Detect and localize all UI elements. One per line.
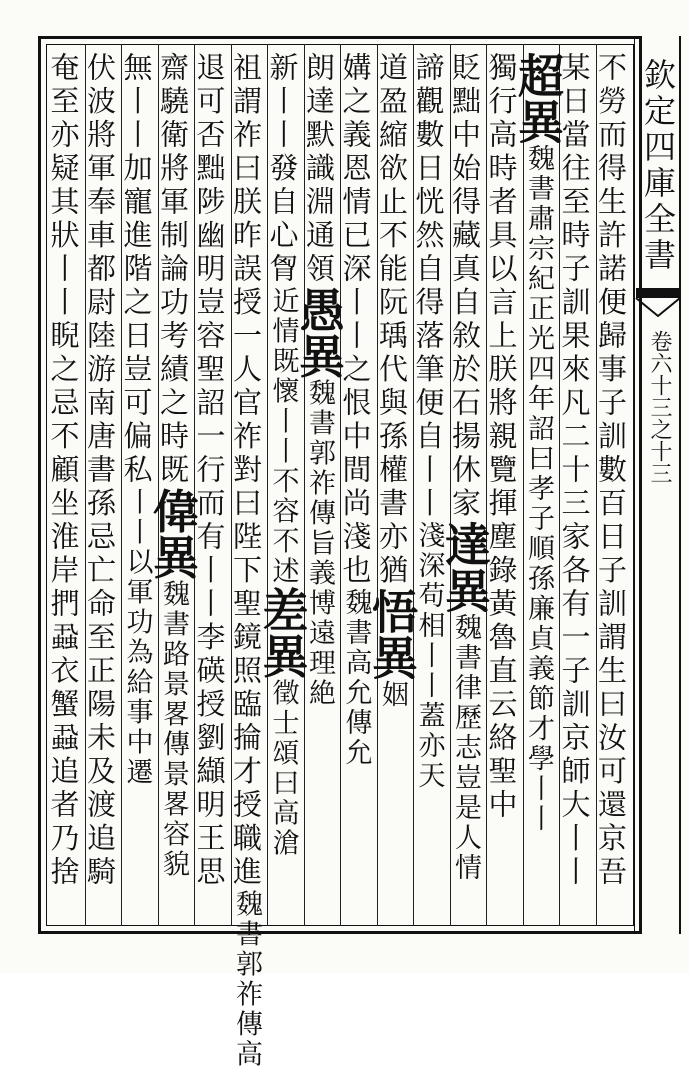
text-column-6: [411, 52, 449, 922]
column-text-tail: 姻: [377, 680, 408, 710]
text-column-8: [338, 52, 376, 922]
column-text: 齋驍衛將軍制論功考績之時既: [156, 52, 190, 488]
column-text: 獨行高時者具以言上朕將親覽揮塵錄黃魯直云絡聖中: [484, 52, 519, 823]
heading-character: 異: [146, 533, 200, 580]
heading-character: 超: [511, 52, 565, 98]
column-text: 奄至亦疑其狀丨丨睨之忌不顧坐淮岸捫蝨衣蟹蝨追者乃捨: [46, 52, 81, 890]
text-column-15: [83, 52, 121, 922]
column-text-tail: 徵士頌曰高滄: [267, 678, 299, 859]
column-text: 無丨丨加寵進階之日豈可偏私: [119, 52, 154, 488]
text-column-5: [438, 52, 492, 922]
heading-character: 達: [438, 521, 492, 567]
column-text-tail: 魏書郭祚傳高: [231, 889, 262, 1070]
text-column-11: [229, 52, 267, 1070]
column-text-tail: 丨丨以軍功為給事中遷: [121, 487, 153, 788]
text-column-10: [255, 52, 310, 922]
column-text: 祖謂祚曰朕昨誤授一人官祚對曰陛下聖鏡照臨掄才授職進: [229, 52, 263, 890]
column-text: 媾之義恩情已深丨丨之恨中間尚淺也: [338, 52, 373, 588]
column-text-tail: 魏書高允傳允: [340, 588, 372, 768]
heading-character: 悟: [365, 588, 419, 634]
text-column-3: [511, 52, 565, 922]
text-column-7: [365, 52, 419, 922]
text-column-13: [146, 52, 200, 922]
heading-character: 異: [255, 632, 310, 679]
column-text: 朗達默識淵通領: [302, 52, 336, 287]
text-column-14: [119, 52, 157, 922]
column-text-tail: 近情既懷丨丨不容不述: [267, 286, 299, 587]
column-text-tail: 魏書郭祚傳旨義博遠理絶: [304, 378, 335, 709]
text-column-16: [46, 52, 84, 922]
column-text: 諦觀數日恍然自得落筆便自丨丨: [411, 52, 446, 521]
column-text: 新丨丨發自心胷: [265, 52, 300, 287]
heading-character: 差: [255, 586, 310, 633]
text-column-1: [594, 52, 632, 922]
column-text: 退可否黜陟幽明豈容聖詔一行而有丨丨李碤授劉纈明王思: [192, 52, 227, 890]
column-text: 不勞而得生許諾便歸事子訓數百日子訓謂生曰汝可還京吾: [594, 52, 628, 890]
column-text: 伏波將軍奉車都尉陸游南唐書孫忌亡命至正陽未及渡追騎: [83, 52, 117, 890]
margin-rule-left: [634, 36, 635, 934]
heading-character: 異: [438, 567, 492, 613]
column-text: 貶黜中始得藏真自敘於石揚休家: [448, 52, 482, 521]
column-text-tail: 魏書律歷志豈是人情: [450, 613, 481, 883]
column-text-tail: 魏書路景畧傳景畧容貌: [158, 579, 189, 880]
volume-label: 卷六十三之十三: [647, 330, 672, 484]
fishtail-mark-icon: [636, 288, 680, 318]
text-column-12: [192, 52, 230, 922]
column-text-tail: 淺深苟相丨丨蓋亦天: [413, 521, 445, 791]
heading-character: 異: [292, 332, 346, 379]
column-text: 某日當往至時子訓果來凡二十三家各有一子訓京師大丨丨: [557, 52, 592, 890]
text-column-9: [292, 52, 346, 922]
heading-character: 偉: [146, 487, 200, 534]
heading-character: 異: [511, 98, 565, 144]
column-text: 道盈縮欲止不能阮瑀代與孫權書亦猶: [375, 52, 409, 588]
text-column-4: [484, 52, 522, 922]
heading-character: 異: [365, 634, 419, 680]
column-text: 魏書肅宗紀正光四年詔曰孝子順孫廉貞義節才學丨丨: [523, 144, 554, 834]
text-column-2: [557, 52, 595, 922]
margin-rule-right: [679, 36, 681, 934]
book-title: 欽定四庫全書: [639, 58, 677, 274]
heading-character: 愚: [292, 286, 346, 333]
